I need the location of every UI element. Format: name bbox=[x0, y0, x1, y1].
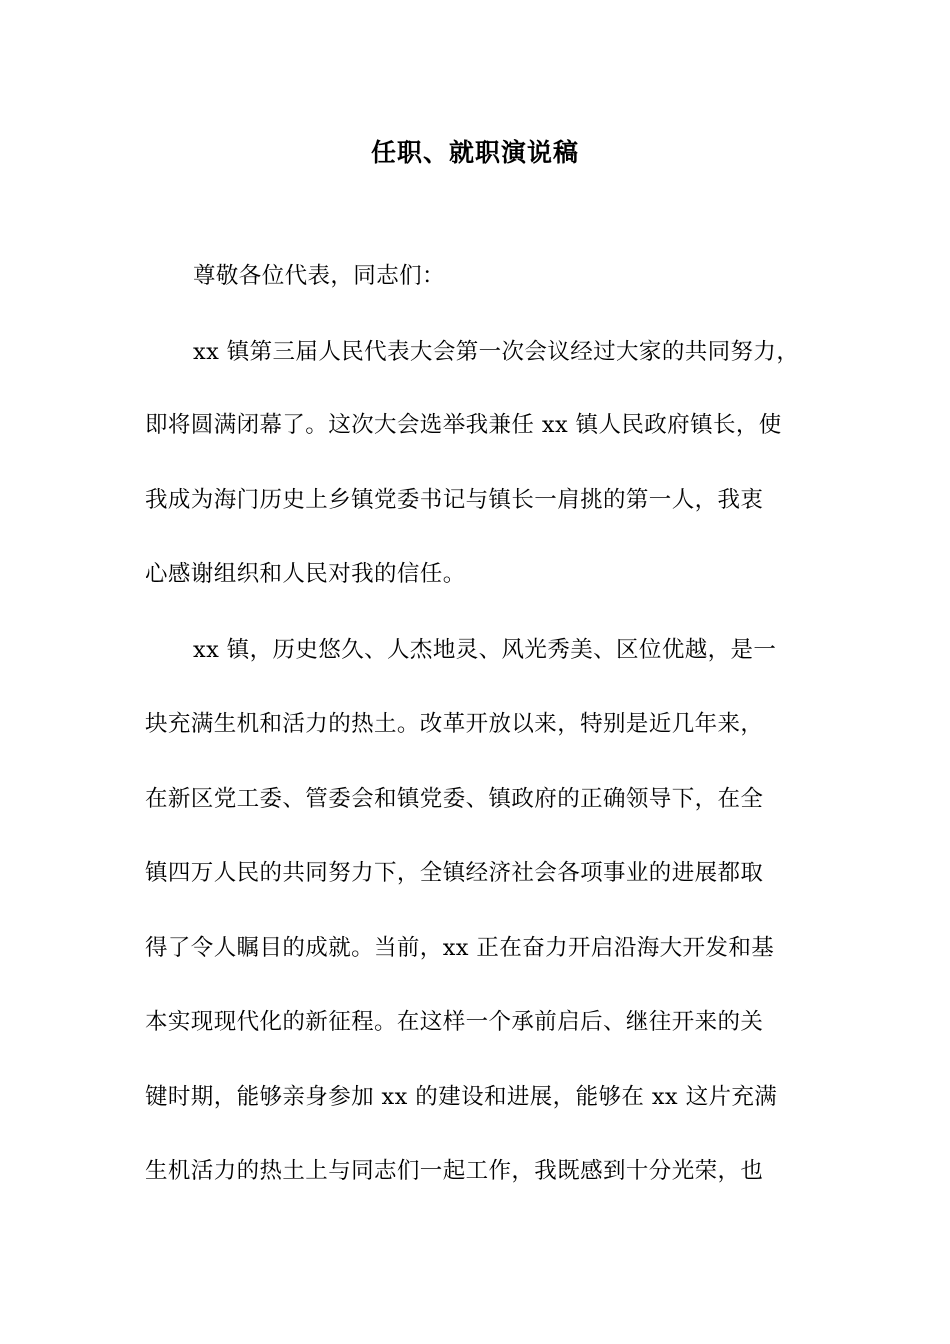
body-line: 键时期，能够亲身参加 xx 的建设和进展，能够在 xx 这片充满 bbox=[145, 1084, 778, 1110]
body-line: 我成为海门历史上乡镇党委书记与镇长一肩挑的第一人，我衷 bbox=[145, 487, 764, 513]
body-line: 块充满生机和活力的热土。改革开放以来，特别是近几年来， bbox=[145, 711, 764, 737]
body-line: 本实现现代化的新征程。在这样一个承前启后、继往开来的关 bbox=[145, 1009, 764, 1035]
document-title: 任职、就职演说稿 bbox=[370, 138, 579, 167]
body-line: 即将圆满闭幕了。这次大会选举我兼任 xx 镇人民政府镇长，使 bbox=[145, 412, 782, 438]
body-line: 在新区党工委、管委会和镇党委、镇政府的正确领导下，在全 bbox=[145, 786, 764, 812]
body-line: xx 镇，历史悠久、人杰地灵、风光秀美、区位优越，是一 bbox=[193, 637, 777, 663]
body-line: xx 镇第三届人民代表大会第一次会议经过大家的共同努力， bbox=[193, 339, 800, 365]
body-line: 心感谢组织和人民对我的信任。 bbox=[145, 561, 466, 587]
body-line: 得了令人瞩目的成就。当前，xx 正在奋力开启沿海大开发和基 bbox=[145, 935, 775, 961]
body-line: 生机活力的热土上与同志们一起工作，我既感到十分光荣，也 bbox=[145, 1158, 764, 1184]
body-line: 镇四万人民的共同努力下，全镇经济社会各项事业的进展都取 bbox=[145, 860, 764, 886]
salutation-line: 尊敬各位代表，同志们： bbox=[193, 263, 445, 289]
